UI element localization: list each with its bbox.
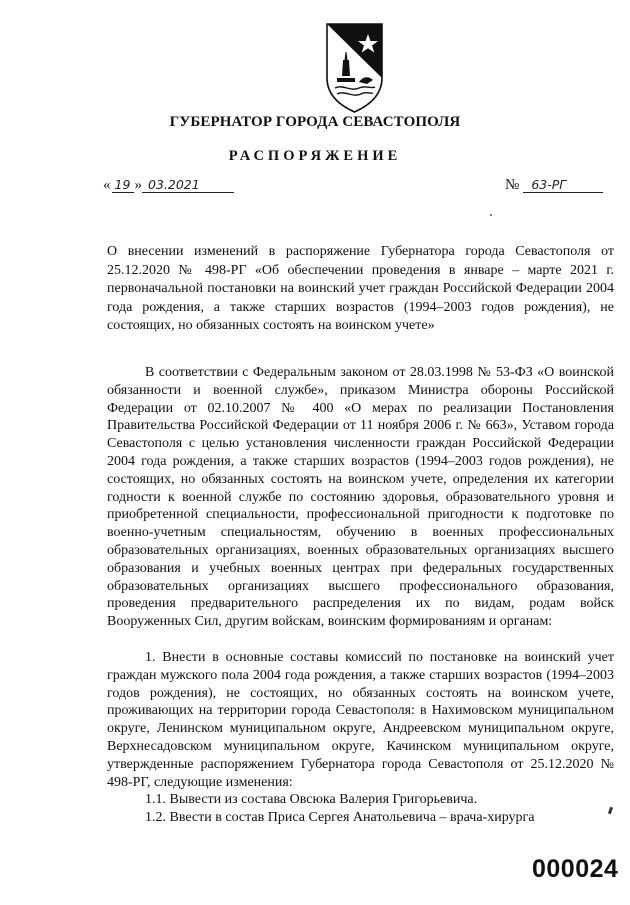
preamble-paragraph: В соответствии с Федеральным законом от 28.03.1998 № 53-ФЗ «О воинской обязанности и военной службе», приказом Министра обороны Российской Федерации от 02.10.2007 № 400 «О мерах по реализации Постановления Правительства Российской Федерации от 11 ноября 2006 г. № 663», Уставом города Севастополя с целью установления численности граждан Российской Федерации 2004 года рождения, а также старших возрастов (1994–2003 годов рождения), не состоящих, но обязанных состоять на воинском учете, определения их категории годности к военной службе по состоянию здоровья, образовательного уровня и приобретенной специальности, профессиональной пригодности к подготовке по военно-учетным специальностям, обучению в военных профессиональных образовательных организациях, военных образовательных организациях высшего образования и учебных военных центрах при федеральных государственных образовательных организациях высшего профессионального образования, проведения предварительного распределения их по видам, родам войск Вооруженных Сил, другим войскам, воинским формированиям и органам:	[107, 365, 614, 630]
clause-1: 1. Внести в основные составы комиссий по постановке на воинский учет граждан мужского пола 2004 года рождения, а также старших возрастов (1994–2003 годов рождения), не состоящих, но обязанных состоять на воинском учете, проживающих на территории города Севастополя: в Нахимовском муниципальном округе, Ленинском муниципальном округе, Андреевском муниципальном округе, Верхнесадовском муниципальном округе, Качинском муниципальном округе, утвержденные распоряжением Губернатора города Севастополя от 25.12.2020 № 498-РГ, следующие изменения:	[107, 649, 614, 790]
scan-speck	[490, 214, 492, 216]
date-day: 19	[112, 177, 134, 193]
number-sign: №	[505, 177, 520, 193]
document-type-heading: РАСПОРЯЖЕНИЕ	[228, 148, 402, 164]
sevastopol-coat-of-arms-icon	[323, 22, 386, 114]
clause-1-2: 1.2. Ввести в состав Приса Сергея Анатольевича – врача-хирурга	[145, 810, 535, 826]
date-open-quote: «	[103, 177, 111, 193]
document-title: О внесении изменений в распоряжение Губернатора города Севастополя от 25.12.2020 № 498-РГ «Об обеспечении проведения в январе – марте 2021 г. первоначальной постановки на воинский учет граждан Российской Федерации 2004 года рождения, а также старших возрастов (1994–2003 годов рождения), не состоящих, но обязанных состоять на воинском учете»	[107, 244, 614, 333]
clause-1-1: 1.1. Вывести из состава Овсюка Валерия Григорьевича.	[145, 792, 478, 808]
document-body	[107, 364, 614, 827]
date-month-year: 03.2021	[142, 177, 234, 193]
document-date	[103, 177, 234, 194]
date-close-quote: »	[134, 177, 142, 193]
serial-number: 000024	[532, 855, 619, 883]
number-value: 63-РГ	[523, 177, 603, 193]
issuer-heading: ГУБЕРНАТОР ГОРОДА СЕВАСТОПОЛЯ	[169, 114, 461, 130]
document-number	[505, 177, 603, 194]
